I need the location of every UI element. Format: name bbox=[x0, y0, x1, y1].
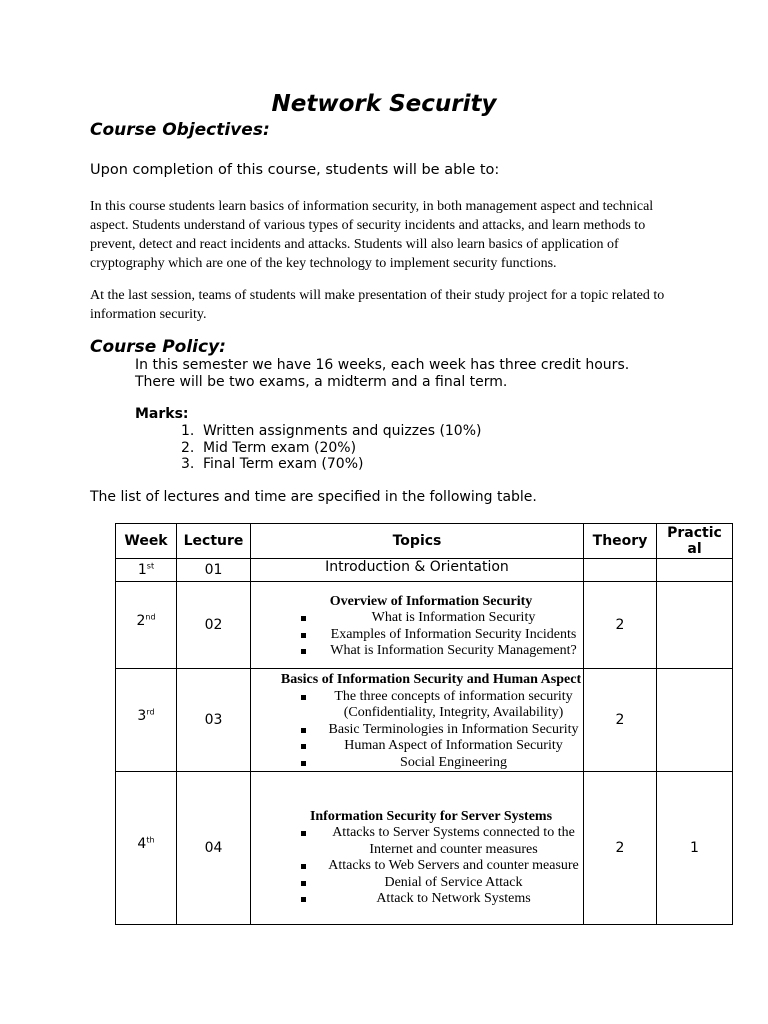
topic-cell: Introduction & Orientation bbox=[251, 559, 584, 582]
topic-item: What is Information Security bbox=[324, 610, 583, 627]
table-row bbox=[116, 559, 733, 582]
week-number: 1 bbox=[137, 562, 147, 578]
lecture-cell: 04 bbox=[177, 772, 251, 925]
topic-item: Attacks to Web Servers and counter measure bbox=[324, 858, 583, 875]
theory-cell bbox=[584, 559, 657, 582]
marks-item-number: 2. bbox=[181, 439, 195, 456]
week-ordinal: rd bbox=[146, 707, 155, 717]
marks-item-number: 3. bbox=[181, 456, 195, 472]
topic-cell bbox=[251, 772, 584, 925]
intro-sentence: Upon completion of this course, students will be able to: bbox=[90, 162, 500, 178]
topic-list bbox=[251, 825, 583, 908]
header-practical-line1: Practic bbox=[667, 525, 722, 541]
week-cell bbox=[116, 772, 177, 925]
table-row bbox=[116, 669, 733, 772]
header-theory: Theory bbox=[584, 524, 657, 559]
marks-item bbox=[181, 456, 481, 473]
marks-item-number: 1. bbox=[181, 423, 195, 439]
week-cell bbox=[116, 669, 177, 772]
topic-item: Denial of Service Attack bbox=[324, 875, 583, 892]
marks-item-text: Written assignments and quizzes (10%) bbox=[203, 423, 482, 439]
header-week: Week bbox=[116, 524, 177, 559]
topic-item: Attacks to Server Systems connected to the Internet and counter measures bbox=[324, 825, 583, 858]
course-policy-heading: Course Policy: bbox=[90, 337, 226, 357]
lecture-cell: 03 bbox=[177, 669, 251, 772]
header-lecture: Lecture bbox=[177, 524, 251, 559]
theory-cell: 2 bbox=[584, 772, 657, 925]
topic-cell bbox=[251, 582, 584, 669]
marks-item-text: Final Term exam (70%) bbox=[203, 456, 364, 472]
table-header-row bbox=[116, 524, 733, 559]
topic-cell bbox=[251, 669, 584, 772]
topic-item: The three concepts of information security (Confidentiality, Integrity, Availability) bbox=[324, 689, 583, 722]
header-practical-line2: al bbox=[687, 541, 702, 557]
topic-item: Basic Terminologies in Information Security bbox=[324, 722, 583, 739]
topic-heading: Overview of Information Security bbox=[329, 593, 533, 609]
marks-item-text: Mid Term exam (20%) bbox=[203, 439, 357, 456]
topic-item: Human Aspect of Information Security bbox=[324, 738, 583, 755]
objectives-paragraph: In this course students learn basics of information security, in both management aspect and technical aspect. Students understand of various types of security incidents and attacks, and learn methods to prevent, detect and react incidents and attacks. Students will also learn basics of application of cryptography which are one of the key technology to implement security functions. bbox=[90, 199, 654, 271]
week-ordinal: nd bbox=[145, 612, 156, 622]
topic-heading: Information Security for Server Systems bbox=[309, 808, 553, 824]
week-cell bbox=[116, 559, 177, 582]
theory-cell: 2 bbox=[584, 669, 657, 772]
marks-list bbox=[181, 423, 481, 473]
policy-weeks-line: In this semester we have 16 weeks, each week has three credit hours. bbox=[135, 357, 630, 373]
week-ordinal: st bbox=[146, 561, 155, 571]
project-paragraph: At the last session, teams of students will make presentation of their study project for a topic related to information security. bbox=[90, 288, 665, 322]
theory-cell: 2 bbox=[584, 582, 657, 669]
practical-cell bbox=[657, 559, 733, 582]
marks-label: Marks: bbox=[135, 406, 189, 422]
topic-list bbox=[251, 689, 583, 772]
week-number: 4 bbox=[137, 836, 147, 852]
lecture-cell: 02 bbox=[177, 582, 251, 669]
week-number: 3 bbox=[137, 708, 147, 724]
week-cell bbox=[116, 582, 177, 669]
table-intro-sentence: The list of lectures and time are specified in the following table. bbox=[90, 489, 537, 505]
topic-item: Examples of Information Security Incidents bbox=[324, 627, 583, 644]
marks-item bbox=[181, 423, 481, 440]
table-row bbox=[116, 772, 733, 925]
week-number: 2 bbox=[136, 613, 146, 629]
practical-cell bbox=[657, 582, 733, 669]
topic-item: What is Information Security Management? bbox=[324, 643, 583, 660]
topic-item: Social Engineering bbox=[324, 755, 583, 772]
topic-heading: Basics of Information Security and Human Aspect bbox=[280, 672, 582, 687]
week-ordinal: th bbox=[146, 835, 155, 845]
topic-list bbox=[251, 610, 583, 660]
course-objectives-heading: Course Objectives: bbox=[90, 120, 270, 140]
lecture-schedule-table bbox=[115, 523, 733, 925]
header-topics: Topics bbox=[251, 524, 584, 559]
marks-item bbox=[181, 440, 481, 457]
lecture-cell: 01 bbox=[177, 559, 251, 582]
table-row bbox=[116, 582, 733, 669]
header-practical bbox=[657, 524, 733, 559]
practical-cell: 1 bbox=[657, 772, 733, 925]
topic-item: Attack to Network Systems bbox=[324, 891, 583, 908]
document-title: Network Security bbox=[271, 91, 497, 117]
policy-exams-line: There will be two exams, a midterm and a final term. bbox=[135, 374, 508, 390]
practical-cell bbox=[657, 669, 733, 772]
